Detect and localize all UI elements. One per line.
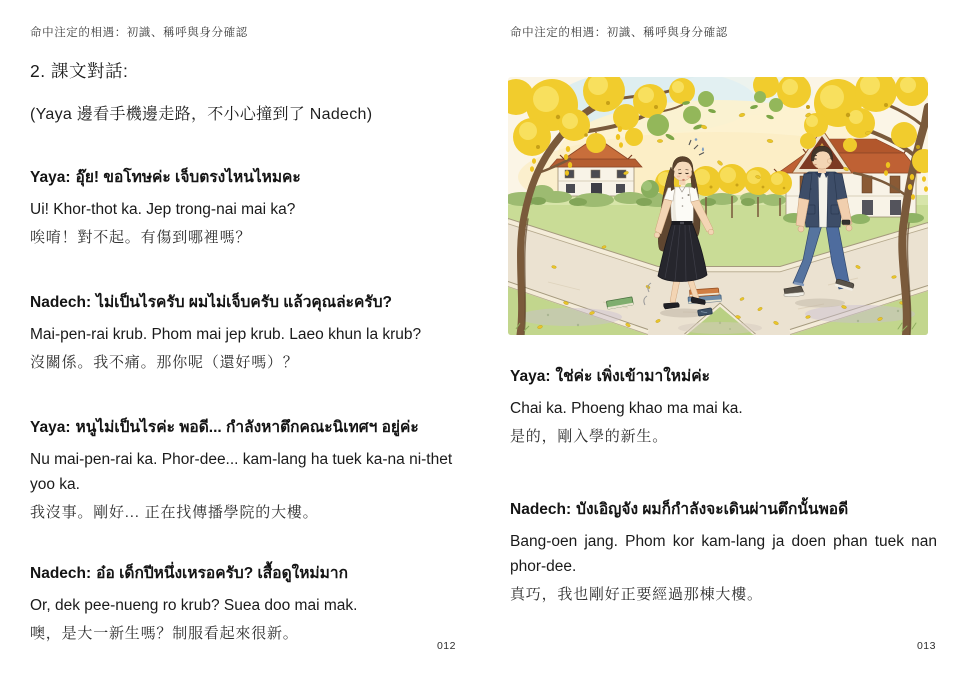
- chinese-translation: 是的，剛入學的新生。: [510, 428, 669, 445]
- romanization: Chai ka. Phoeng khao ma mai ka.: [510, 400, 743, 417]
- dialogue-block: [510, 498, 937, 608]
- thai-line: [30, 166, 457, 190]
- chinese-translation: 我沒事。剛好... 正在找傳播學院的大樓。: [30, 504, 319, 521]
- chinese-translation: 噢，是大一新生嗎？制服看起來很新。: [30, 625, 299, 642]
- thai-text: ไม่เป็นไรครับ ผมไม่เจ็บครับ แล้วคุณล่ะครับ?: [96, 294, 392, 311]
- campus-illustration: [508, 77, 928, 335]
- thai-line: [510, 498, 937, 522]
- thai-text: อ๋อ เด็กปีหนึ่งเหรอครับ? เสื้อดูใหม่มาก: [96, 565, 348, 582]
- chinese-translation: 唉唷！對不起。有傷到哪裡嗎？: [30, 229, 252, 246]
- running-header: 命中注定的相遇：初識、稱呼與身分確認: [510, 27, 728, 39]
- romanization: Or, dek pee-nueng ro krub? Suea doo mai mak.: [30, 597, 358, 614]
- speaker-name: Yaya:: [30, 169, 71, 186]
- dialogue-block: [510, 365, 937, 450]
- dialogue-block: [30, 166, 457, 251]
- page-number: 013: [916, 640, 936, 652]
- chinese-translation: 真巧，我也剛好正要經過那棟大樓。: [510, 586, 763, 603]
- romanization: Ui! Khor-thot ka. Jep trong-nai mai ka?: [30, 201, 296, 218]
- thai-line: [30, 291, 457, 315]
- speaker-name: Nadech:: [510, 501, 572, 518]
- thai-line: [510, 365, 937, 389]
- romanization: Bang-oen jang. Phom kor kam-lang ja doen phan tuek nan phor-dee.: [510, 533, 937, 575]
- chinese-translation: 沒關係。我不痛。那你呢（還好嗎）？: [30, 354, 299, 371]
- dialogue-block: [30, 562, 457, 647]
- romanization: Nu mai-pen-rai ka. Phor-dee... kam-lang ha tuek ka-na ni-thet yoo ka.: [30, 451, 453, 493]
- dialogue-block: [30, 416, 457, 526]
- thai-text: บังเอิญจัง ผมก็กำลังจะเดินผ่านตึกนั้นพอดี: [576, 501, 849, 518]
- scene-note: (Yaya 邊看手機邊走路，不小心撞到了 Nadech): [30, 106, 373, 123]
- section-title: 2. 課文對話:: [30, 61, 129, 81]
- page-number: 012: [436, 640, 456, 652]
- speaker-name: Yaya:: [30, 419, 71, 436]
- thai-line: [30, 562, 457, 586]
- speaker-name: Nadech:: [30, 565, 92, 582]
- thai-text: ใช่ค่ะ เพิ่งเข้ามาใหม่ค่ะ: [555, 368, 710, 385]
- thai-text: อุ๊ย! ขอโทษค่ะ เจ็บตรงไหนไหมคะ: [75, 169, 301, 186]
- thai-text: หนูไม่เป็นไรค่ะ พอดี... กำลังหาตึกคณะนิเทศฯ อยู่ค่ะ: [75, 419, 419, 436]
- speaker-name: Nadech:: [30, 294, 92, 311]
- dialogue-block: [30, 291, 457, 376]
- romanization: Mai-pen-rai krub. Phom mai jep krub. Laeo khun la krub?: [30, 326, 422, 343]
- right-page: [480, 0, 960, 678]
- running-header: 命中注定的相遇：初識、稱呼與身分確認: [30, 27, 248, 39]
- thai-line: [30, 416, 457, 440]
- speaker-name: Yaya:: [510, 368, 551, 385]
